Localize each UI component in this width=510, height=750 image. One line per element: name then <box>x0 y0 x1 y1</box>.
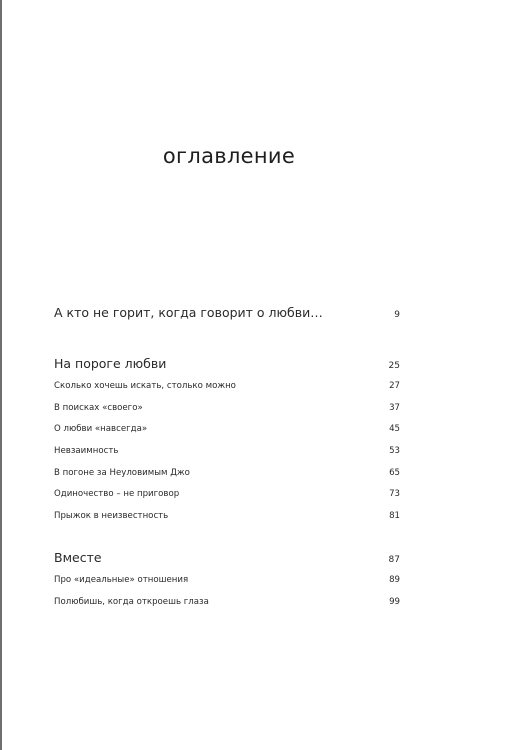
page-title: оглавление <box>162 144 296 168</box>
toc-entry-label: А кто не горит, когда говорит о любви… <box>54 305 323 320</box>
toc-entry[interactable] <box>54 597 400 607</box>
toc-entry-label: Полюбишь, когда откроешь глаза <box>54 597 209 607</box>
toc-entry-page: 27 <box>389 381 400 391</box>
toc-entry-page: 65 <box>389 468 400 478</box>
toc-entry-label: Сколько хочешь искать, столько можно <box>54 381 236 391</box>
toc-entry-page: 73 <box>389 489 400 499</box>
toc-entry[interactable] <box>54 381 400 391</box>
toc-entry-page: 81 <box>389 511 400 521</box>
toc-entry[interactable] <box>54 403 400 413</box>
toc-entry[interactable] <box>54 424 400 434</box>
toc-entry[interactable] <box>54 489 400 499</box>
toc-entry-page: 45 <box>389 424 400 434</box>
toc-entry-page: 89 <box>389 575 400 585</box>
toc-section-page: 25 <box>388 361 400 371</box>
toc-entry-label: В погоне за Неуловимым Джо <box>54 468 190 478</box>
toc-section-part1[interactable] <box>54 356 400 371</box>
toc-entry[interactable] <box>54 575 400 585</box>
toc-section-part2[interactable] <box>54 550 400 565</box>
toc-entry-label: Одиночество – не приговор <box>54 489 180 499</box>
toc-entry[interactable] <box>54 446 400 456</box>
page-spine-edge <box>0 0 2 750</box>
toc-entry-page: 37 <box>389 403 400 413</box>
toc-entry-label: О любви «навсегда» <box>54 424 148 434</box>
toc-entry-intro[interactable] <box>54 305 400 320</box>
toc-entry-label: В поисках «своего» <box>54 403 143 413</box>
toc-entry[interactable] <box>54 468 400 478</box>
toc-section-label: На пороге любви <box>54 356 167 371</box>
toc-entry[interactable] <box>54 511 400 521</box>
toc-entry-label: Про «идеальные» отношения <box>54 575 189 585</box>
toc-section-page: 87 <box>388 555 400 565</box>
toc-entry-page: 9 <box>394 310 400 320</box>
toc-section-label: Вместе <box>54 550 102 565</box>
toc-entry-page: 99 <box>389 597 400 607</box>
toc-entry-page: 53 <box>389 446 400 456</box>
toc-entry-label: Невзаимность <box>54 446 119 456</box>
toc-entry-label: Прыжок в неизвестность <box>54 511 169 521</box>
